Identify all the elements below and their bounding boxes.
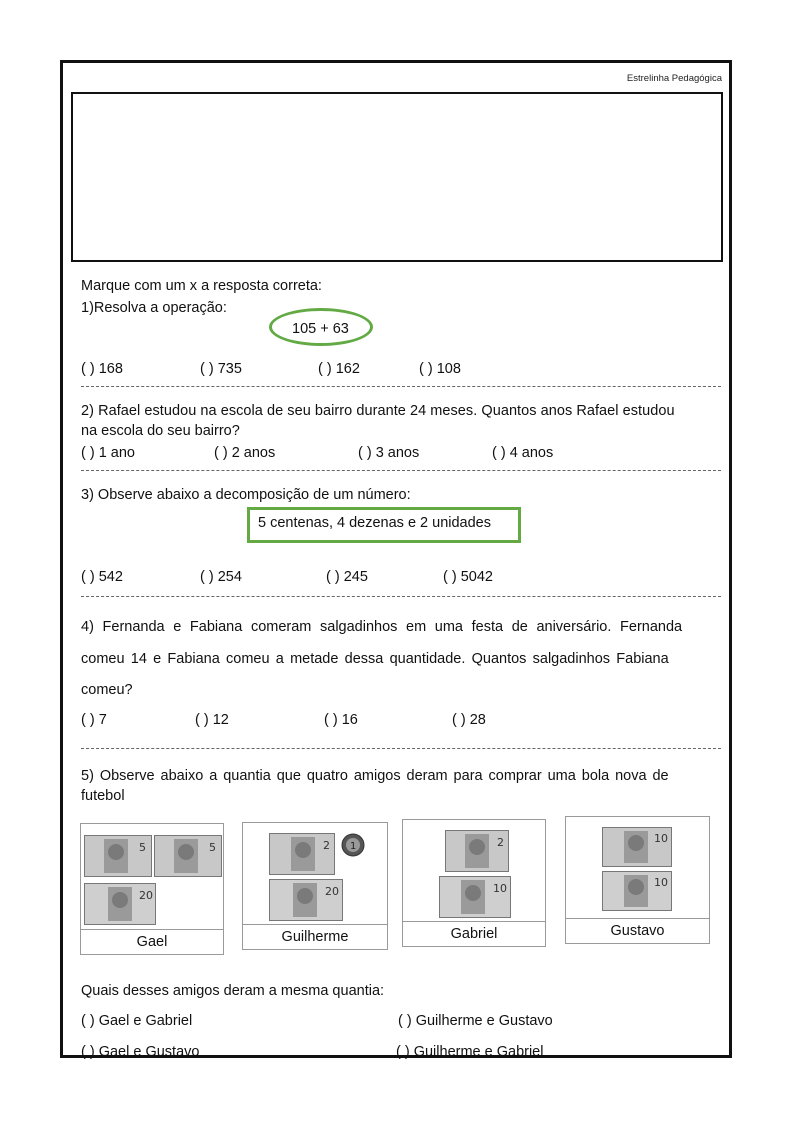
banknote-value: 2 bbox=[323, 839, 330, 852]
banknote-image bbox=[602, 827, 672, 867]
q2-option-d[interactable]: ( ) 4 anos bbox=[492, 445, 554, 461]
q4-prompt-line2: comeu 14 e Fabiana comeu a metade dessa quantidade. Quantos salgadinhos Fabiana bbox=[81, 651, 669, 667]
coin-value: 1 bbox=[350, 841, 357, 852]
money-card-guilherme bbox=[242, 822, 388, 926]
q5-option-c[interactable]: ( ) Gael e Gustavo bbox=[81, 1044, 200, 1060]
q3-option-d[interactable]: ( ) 5042 bbox=[443, 569, 493, 585]
q2-prompt-line1: 2) Rafael estudou na escola de seu bairro durante 24 meses. Quantos anos Rafael estudou bbox=[81, 403, 675, 419]
label-box bbox=[80, 929, 224, 955]
banknote-image bbox=[269, 879, 343, 921]
banknote-image bbox=[269, 833, 335, 875]
q1-prompt: 1)Resolva a operação: bbox=[81, 300, 227, 316]
banknote-image bbox=[84, 835, 152, 877]
q5-question: Quais desses amigos deram a mesma quantia: bbox=[81, 983, 385, 999]
coin-image bbox=[341, 833, 365, 857]
banknote-image bbox=[154, 835, 222, 877]
q3-option-c[interactable]: ( ) 245 bbox=[326, 569, 368, 585]
q1-option-b[interactable]: ( ) 735 bbox=[200, 361, 242, 377]
banknote-value: 20 bbox=[325, 885, 339, 898]
q3-option-a[interactable]: ( ) 542 bbox=[81, 569, 123, 585]
banknote-value: 10 bbox=[654, 832, 668, 845]
friend-name-gael: Gael bbox=[136, 934, 168, 950]
friend-name-guilherme: Guilherme bbox=[281, 929, 349, 945]
q4-option-d[interactable]: ( ) 28 bbox=[452, 712, 486, 728]
q1-option-c[interactable]: ( ) 162 bbox=[318, 361, 360, 377]
banknote-value: 2 bbox=[497, 836, 504, 849]
banknote-image bbox=[445, 830, 509, 872]
money-card-gustavo bbox=[565, 816, 710, 920]
banknote-image bbox=[602, 871, 672, 911]
q3-prompt: 3) Observe abaixo a decomposição de um número: bbox=[81, 487, 411, 503]
q2-option-a[interactable]: ( ) 1 ano bbox=[81, 445, 135, 461]
q2-prompt-line2: na escola do seu bairro? bbox=[81, 423, 240, 439]
banknote-value: 10 bbox=[654, 876, 668, 889]
q4-option-b[interactable]: ( ) 12 bbox=[195, 712, 229, 728]
banknote-image bbox=[439, 876, 511, 918]
q5-option-b[interactable]: ( ) Guilherme e Gustavo bbox=[398, 1013, 553, 1029]
label-box bbox=[565, 918, 710, 944]
money-card-gabriel bbox=[402, 819, 546, 923]
friend-name-gustavo: Gustavo bbox=[610, 923, 665, 939]
q2-option-b[interactable]: ( ) 2 anos bbox=[214, 445, 276, 461]
banknote-value: 5 bbox=[209, 841, 216, 854]
q4-prompt-line3: comeu? bbox=[81, 682, 133, 698]
instruction: Marque com um x a resposta correta: bbox=[81, 278, 322, 294]
student-info-box[interactable] bbox=[71, 92, 723, 262]
q5-prompt-line1: 5) Observe abaixo a quantia que quatro amigos deram para comprar uma bola nova de bbox=[81, 768, 669, 784]
separator bbox=[81, 596, 721, 597]
q2-option-c[interactable]: ( ) 3 anos bbox=[358, 445, 420, 461]
q4-prompt-line1: 4) Fernanda e Fabiana comeram salgadinhos em uma festa de aniversário. Fernanda bbox=[81, 619, 683, 635]
q3-decomposition: 5 centenas, 4 dezenas e 2 unidades bbox=[258, 515, 491, 531]
separator bbox=[81, 748, 721, 749]
q5-option-a[interactable]: ( ) Gael e Gabriel bbox=[81, 1013, 193, 1029]
q4-option-a[interactable]: ( ) 7 bbox=[81, 712, 107, 728]
q1-option-a[interactable]: ( ) 168 bbox=[81, 361, 123, 377]
q5-option-d[interactable]: ( ) Guilherme e Gabriel bbox=[396, 1044, 544, 1060]
q5-prompt-line2: futebol bbox=[81, 788, 125, 804]
label-box bbox=[242, 924, 388, 950]
q1-option-d[interactable]: ( ) 108 bbox=[419, 361, 461, 377]
q1-operation: 105 + 63 bbox=[292, 321, 349, 337]
label-box bbox=[402, 921, 546, 947]
banknote-value: 5 bbox=[139, 841, 146, 854]
separator bbox=[81, 386, 721, 387]
money-card-gael bbox=[80, 823, 224, 931]
banknote-image bbox=[84, 883, 156, 925]
friend-name-gabriel: Gabriel bbox=[450, 926, 498, 942]
banknote-value: 20 bbox=[139, 889, 153, 902]
brand-label: Estrelinha Pedagógica bbox=[626, 73, 722, 84]
q3-option-b[interactable]: ( ) 254 bbox=[200, 569, 242, 585]
banknote-value: 10 bbox=[493, 882, 507, 895]
separator bbox=[81, 470, 721, 471]
q4-option-c[interactable]: ( ) 16 bbox=[324, 712, 358, 728]
